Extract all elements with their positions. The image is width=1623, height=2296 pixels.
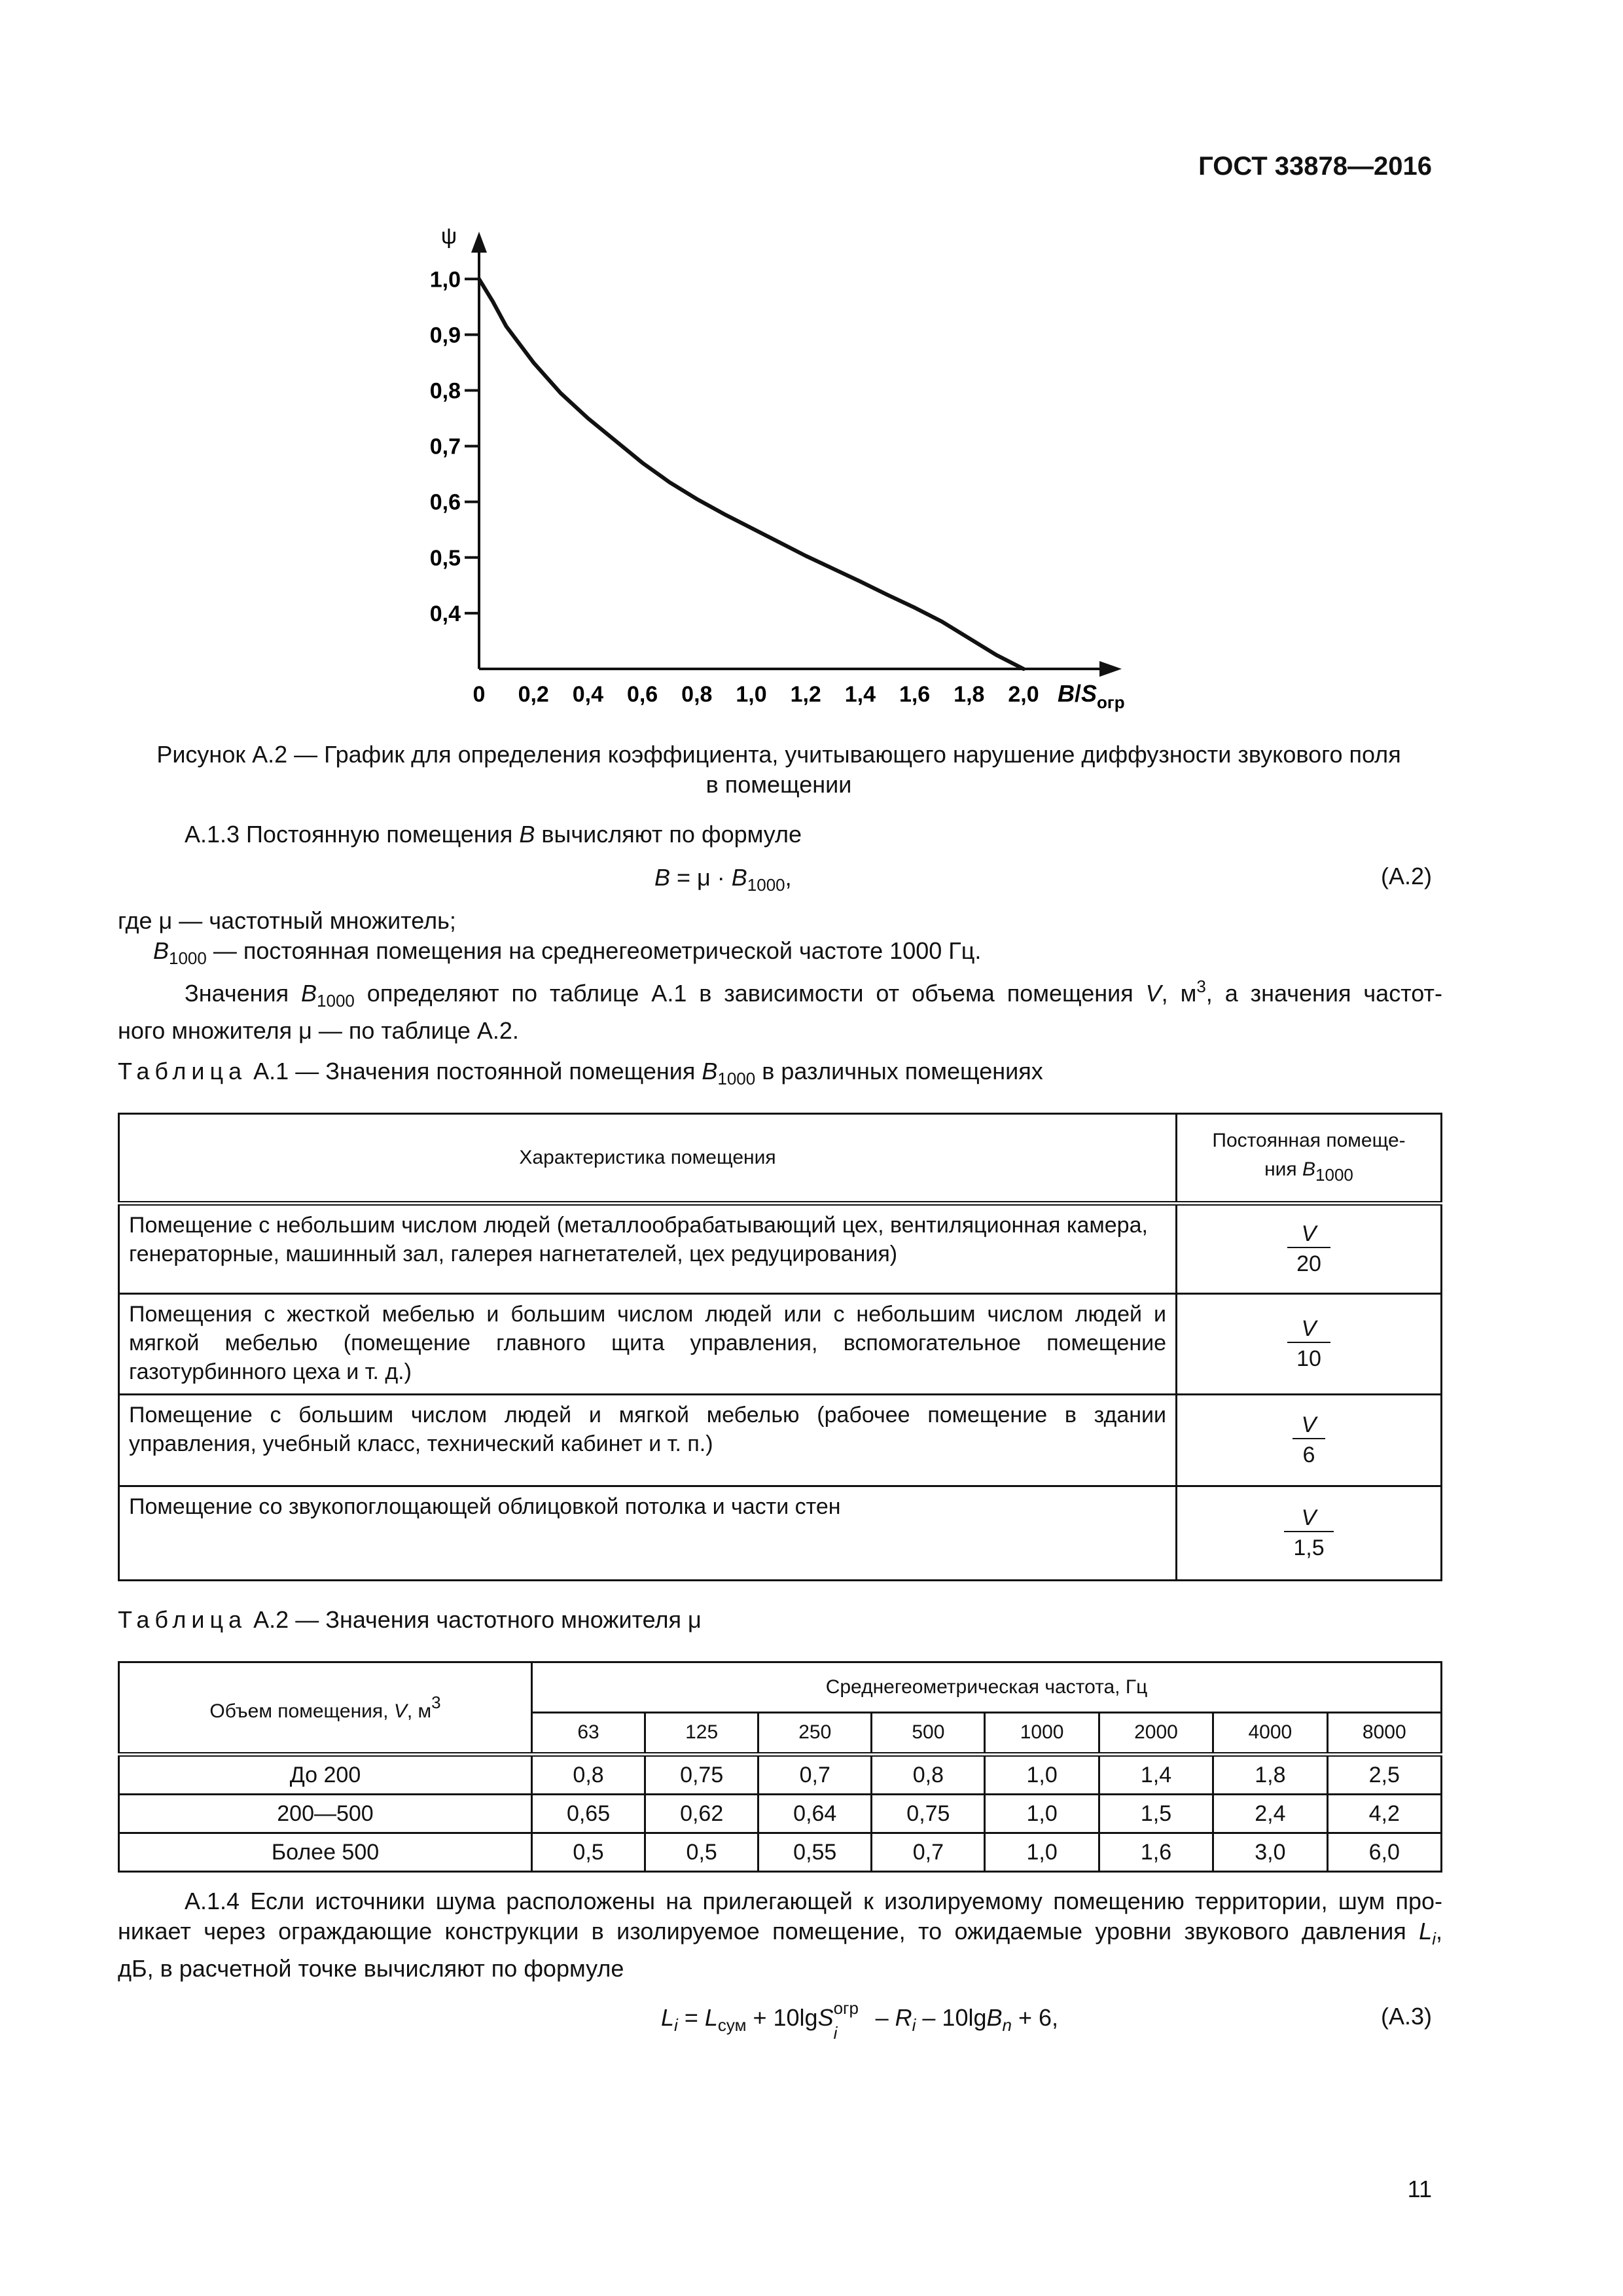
y-tick-label: 1,0 <box>429 267 461 293</box>
para-a13-text2: вычисляют по формуле <box>535 821 802 848</box>
table1-col2-header <box>1177 1114 1442 1204</box>
where-line-1: где μ — частотный множитель; <box>118 907 456 934</box>
x-tick-label: 0,4 <box>572 682 604 707</box>
table1-row <box>119 1395 1442 1486</box>
table2-cell: 1,0 <box>985 1795 1099 1833</box>
table2-col1-sup: 3 <box>431 1693 441 1712</box>
page-number: 11 <box>1407 2176 1432 2202</box>
y-tick-label: 0,5 <box>429 545 461 571</box>
table2-cell: 3,0 <box>1213 1833 1327 1872</box>
formula-a3-s-sup: огр <box>833 1998 859 2018</box>
where-line-2-var: B <box>153 937 169 964</box>
fraction: $\frac{V}{6}$ <box>1293 1412 1326 1468</box>
table2-cell: 0,7 <box>872 1833 985 1872</box>
table2-cell: 0,5 <box>645 1833 758 1872</box>
table2-col1-header: Объем помещения, V, $м^3$ <box>119 1662 532 1755</box>
para-values-sup: 3 <box>1196 977 1206 996</box>
table2-title <box>118 1605 702 1635</box>
para-a14-sub: i <box>1432 1929 1436 1948</box>
formula-a2-lhs: B <box>654 864 671 891</box>
fraction: $\frac{V}{20}$ <box>1287 1221 1330 1277</box>
para-values-vol: V <box>1145 980 1162 1007</box>
table2-cell: 1,5 <box>1099 1795 1213 1833</box>
formula-a3-s-sub: i <box>833 2023 838 2043</box>
x-tick-label: 1,6 <box>899 682 931 707</box>
table1-col2-header-line2: ния $B_{1000}$ <box>1264 1158 1353 1185</box>
x-tick-label: 1,8 <box>954 682 985 707</box>
table2-cell: 0,75 <box>645 1755 758 1795</box>
table1-row-description: Помещение со звукопоглощающей облицовкой потолка и части стен <box>119 1486 1177 1581</box>
table2-volume: 200—500 <box>119 1795 532 1833</box>
table2-title-rest: А.2 — Значения частотного множителя μ <box>247 1606 702 1633</box>
table2-group-header: Среднегеометрическая частота, Гц <box>532 1662 1442 1713</box>
table2-header-row-1 <box>119 1662 1442 1713</box>
table2-row <box>119 1795 1442 1833</box>
table2-title-word: Таблица <box>118 1606 247 1633</box>
y-tick-label: 0,7 <box>429 434 461 459</box>
table2-cell: 0,65 <box>532 1795 645 1833</box>
formula-a3-number: (А.3) <box>1380 2003 1432 2030</box>
figure-caption-line1: Рисунок А.2 — График для определения коэффициента, учитывающего нарушение диффузности звукового поля <box>156 741 1401 768</box>
table1-title-sub: 1000 <box>717 1069 756 1088</box>
para-a13-text1: А.1.3 Постоянную помещения <box>185 821 520 848</box>
table1-row <box>119 1204 1442 1294</box>
table2-freq-header: 2000 <box>1099 1712 1213 1754</box>
y-tick-label: 0,6 <box>429 490 461 515</box>
x-axis-label: $B/S_{огр}$ <box>1058 680 1125 712</box>
x-tick-label: 1,0 <box>736 682 767 707</box>
figure-caption-line2: в помещении <box>705 771 852 798</box>
para-values-p4: , а значения частот- <box>1205 980 1442 1007</box>
table2-cell: 1,4 <box>1099 1755 1213 1795</box>
table2-cell: 0,8 <box>532 1755 645 1795</box>
para-a14-line3: дБ, в расчетной точке вычисляют по формуле <box>118 1955 624 1982</box>
fraction: $\frac{V}{1,5}$ <box>1284 1505 1333 1561</box>
formula-a2 <box>654 863 792 900</box>
para-values-line1 <box>118 971 1442 1016</box>
fraction: $\frac{V}{10}$ <box>1287 1316 1330 1372</box>
table1-row-description: Помещение с небольшим числом людей (металлообрабатывающий цех, вентиляционная камера, генераторные, машинный зал, галерея нагнетателей, цех редуцирования) <box>119 1204 1177 1294</box>
table1-header-row <box>119 1114 1442 1204</box>
x-tick-label: 0,6 <box>626 682 658 707</box>
formula-a3: $L_i = L_{сум} + 10\lg S$ огр i – $R_i - 10\lg B_n + 6$, <box>661 2003 1058 2040</box>
table2-freq-header: 125 <box>645 1712 758 1754</box>
table2-cell: 0,7 <box>758 1755 872 1795</box>
para-values-line2: ного множителя μ — по таблице А.2. <box>118 1017 519 1044</box>
table1-row <box>119 1486 1442 1581</box>
x-tick-label: 0,8 <box>681 682 713 707</box>
table2-freq-header: 8000 <box>1327 1712 1441 1754</box>
table1-col2-header-line1: Постоянная помеще- <box>1212 1130 1406 1151</box>
table-a2 <box>118 1661 1442 1873</box>
where-line-2 <box>153 936 981 973</box>
table1-row-value <box>1177 1486 1442 1581</box>
table1-row-value <box>1177 1294 1442 1395</box>
para-values-sub: 1000 <box>317 991 355 1011</box>
table2-freq-header: 500 <box>872 1712 985 1754</box>
table1-row <box>119 1294 1442 1395</box>
standard-header: ГОСТ 33878—2016 <box>1198 152 1432 181</box>
formula-a2-rhs: B <box>731 864 747 891</box>
table2-row <box>119 1833 1442 1872</box>
para-values-p2: определяют по таблице А.1 в зависимости от объема помещения <box>354 980 1146 1007</box>
y-tick-label: 0,8 <box>429 378 461 404</box>
table2-cell: 1,8 <box>1213 1755 1327 1795</box>
para-a14 <box>118 1886 1442 1984</box>
formula-a2-end: , <box>785 864 792 891</box>
para-a14-line2: никает через ограждающие конструкции в изолируемое помещение, то ожидаемые уровни звукового давления $L_i$, <box>118 1918 1442 1948</box>
para-values-var: B <box>301 980 317 1007</box>
table2-freq-header: 4000 <box>1213 1712 1327 1754</box>
y-tick-label: 0,9 <box>429 323 461 348</box>
formula-a2-number: (А.2) <box>1380 863 1432 889</box>
where-line-2-text: — постоянная помещения на среднегеометрической частоте 1000 Гц. <box>206 937 982 964</box>
para-a13-var: B <box>519 821 535 848</box>
table2-cell: 1,0 <box>985 1755 1099 1795</box>
x-tick-label: 2,0 <box>1008 682 1039 707</box>
table2-cell: 0,64 <box>758 1795 872 1833</box>
y-tick-label: 0,4 <box>429 601 461 626</box>
table2-cell: 0,8 <box>872 1755 985 1795</box>
formula-a2-sub: 1000 <box>747 875 785 895</box>
table1-col2-header-var: B <box>1302 1158 1316 1180</box>
table2-row <box>119 1755 1442 1795</box>
table2-volume: До 200 <box>119 1755 532 1795</box>
table2-cell: 0,62 <box>645 1795 758 1833</box>
table2-cell: 1,0 <box>985 1833 1099 1872</box>
table2-cell: 2,5 <box>1327 1755 1441 1795</box>
table1-col1-header: Характеристика помещения <box>119 1114 1177 1204</box>
table2-volume: Более 500 <box>119 1833 532 1872</box>
table2-freq-header: 63 <box>532 1712 645 1754</box>
table1-title-rest: А.1 — Значения постоянной помещения <box>247 1058 702 1085</box>
x-axis-arrow <box>1099 661 1122 677</box>
table2-cell: 0,75 <box>872 1795 985 1833</box>
table2-cell: 0,5 <box>532 1833 645 1872</box>
x-tick-label: 1,4 <box>844 682 876 707</box>
table1-title-var: B <box>702 1058 718 1085</box>
table1-col2-header-sub: 1000 <box>1315 1165 1353 1185</box>
table2-cell: 1,6 <box>1099 1833 1213 1872</box>
table-a1 <box>118 1113 1442 1581</box>
table1-row-value <box>1177 1395 1442 1486</box>
y-axis-arrow <box>471 232 487 253</box>
table2-col1-var: V <box>393 1700 407 1722</box>
para-a14-line1: А.1.4 Если источники шума расположены на прилегающей к изолируемому помещению территории, шум про- <box>185 1888 1442 1914</box>
psi-chart <box>406 223 1178 733</box>
table1-row-description: Помещения с жесткой мебелью и большим числом людей или с небольшим числом людей и мягкой мебелью (помещение главного щита управления, вспомогательное помещение газотурбинного цеха и т. д.) <box>119 1294 1177 1395</box>
x-tick-label: 1,2 <box>790 682 821 707</box>
para-values-p1: Значения <box>185 980 302 1007</box>
table2-freq-header: 1000 <box>985 1712 1099 1754</box>
y-axis-label: ψ <box>440 224 457 249</box>
table2-freq-header: 250 <box>758 1712 872 1754</box>
table2-cell: 4,2 <box>1327 1795 1441 1833</box>
table1-row-value <box>1177 1204 1442 1294</box>
para-a14-var: L <box>1419 1918 1433 1945</box>
table1-title-end: в различных помещениях <box>755 1058 1043 1085</box>
where-line-2-sub: 1000 <box>169 948 207 968</box>
x-tick-label: 0 <box>473 682 486 707</box>
para-values-p3: , м <box>1161 980 1197 1007</box>
table1-title <box>118 1056 1043 1094</box>
table2-cell: 6,0 <box>1327 1833 1441 1872</box>
x-tick-label: 0,2 <box>518 682 549 707</box>
formula-a2-mid: = μ · <box>670 864 732 891</box>
table2-cell: 2,4 <box>1213 1795 1327 1833</box>
table2-cell: 0,55 <box>758 1833 872 1872</box>
table1-title-word: Таблица <box>118 1058 247 1085</box>
table1-row-description: Помещение с большим числом людей и мягкой мебелью (рабочее помещение в здании управления, учебный класс, технический кабинет и т. п.) <box>119 1395 1177 1486</box>
para-a13 <box>185 819 802 850</box>
psi-curve <box>479 279 1024 669</box>
para-values <box>118 971 1442 1046</box>
figure-caption <box>118 740 1440 800</box>
